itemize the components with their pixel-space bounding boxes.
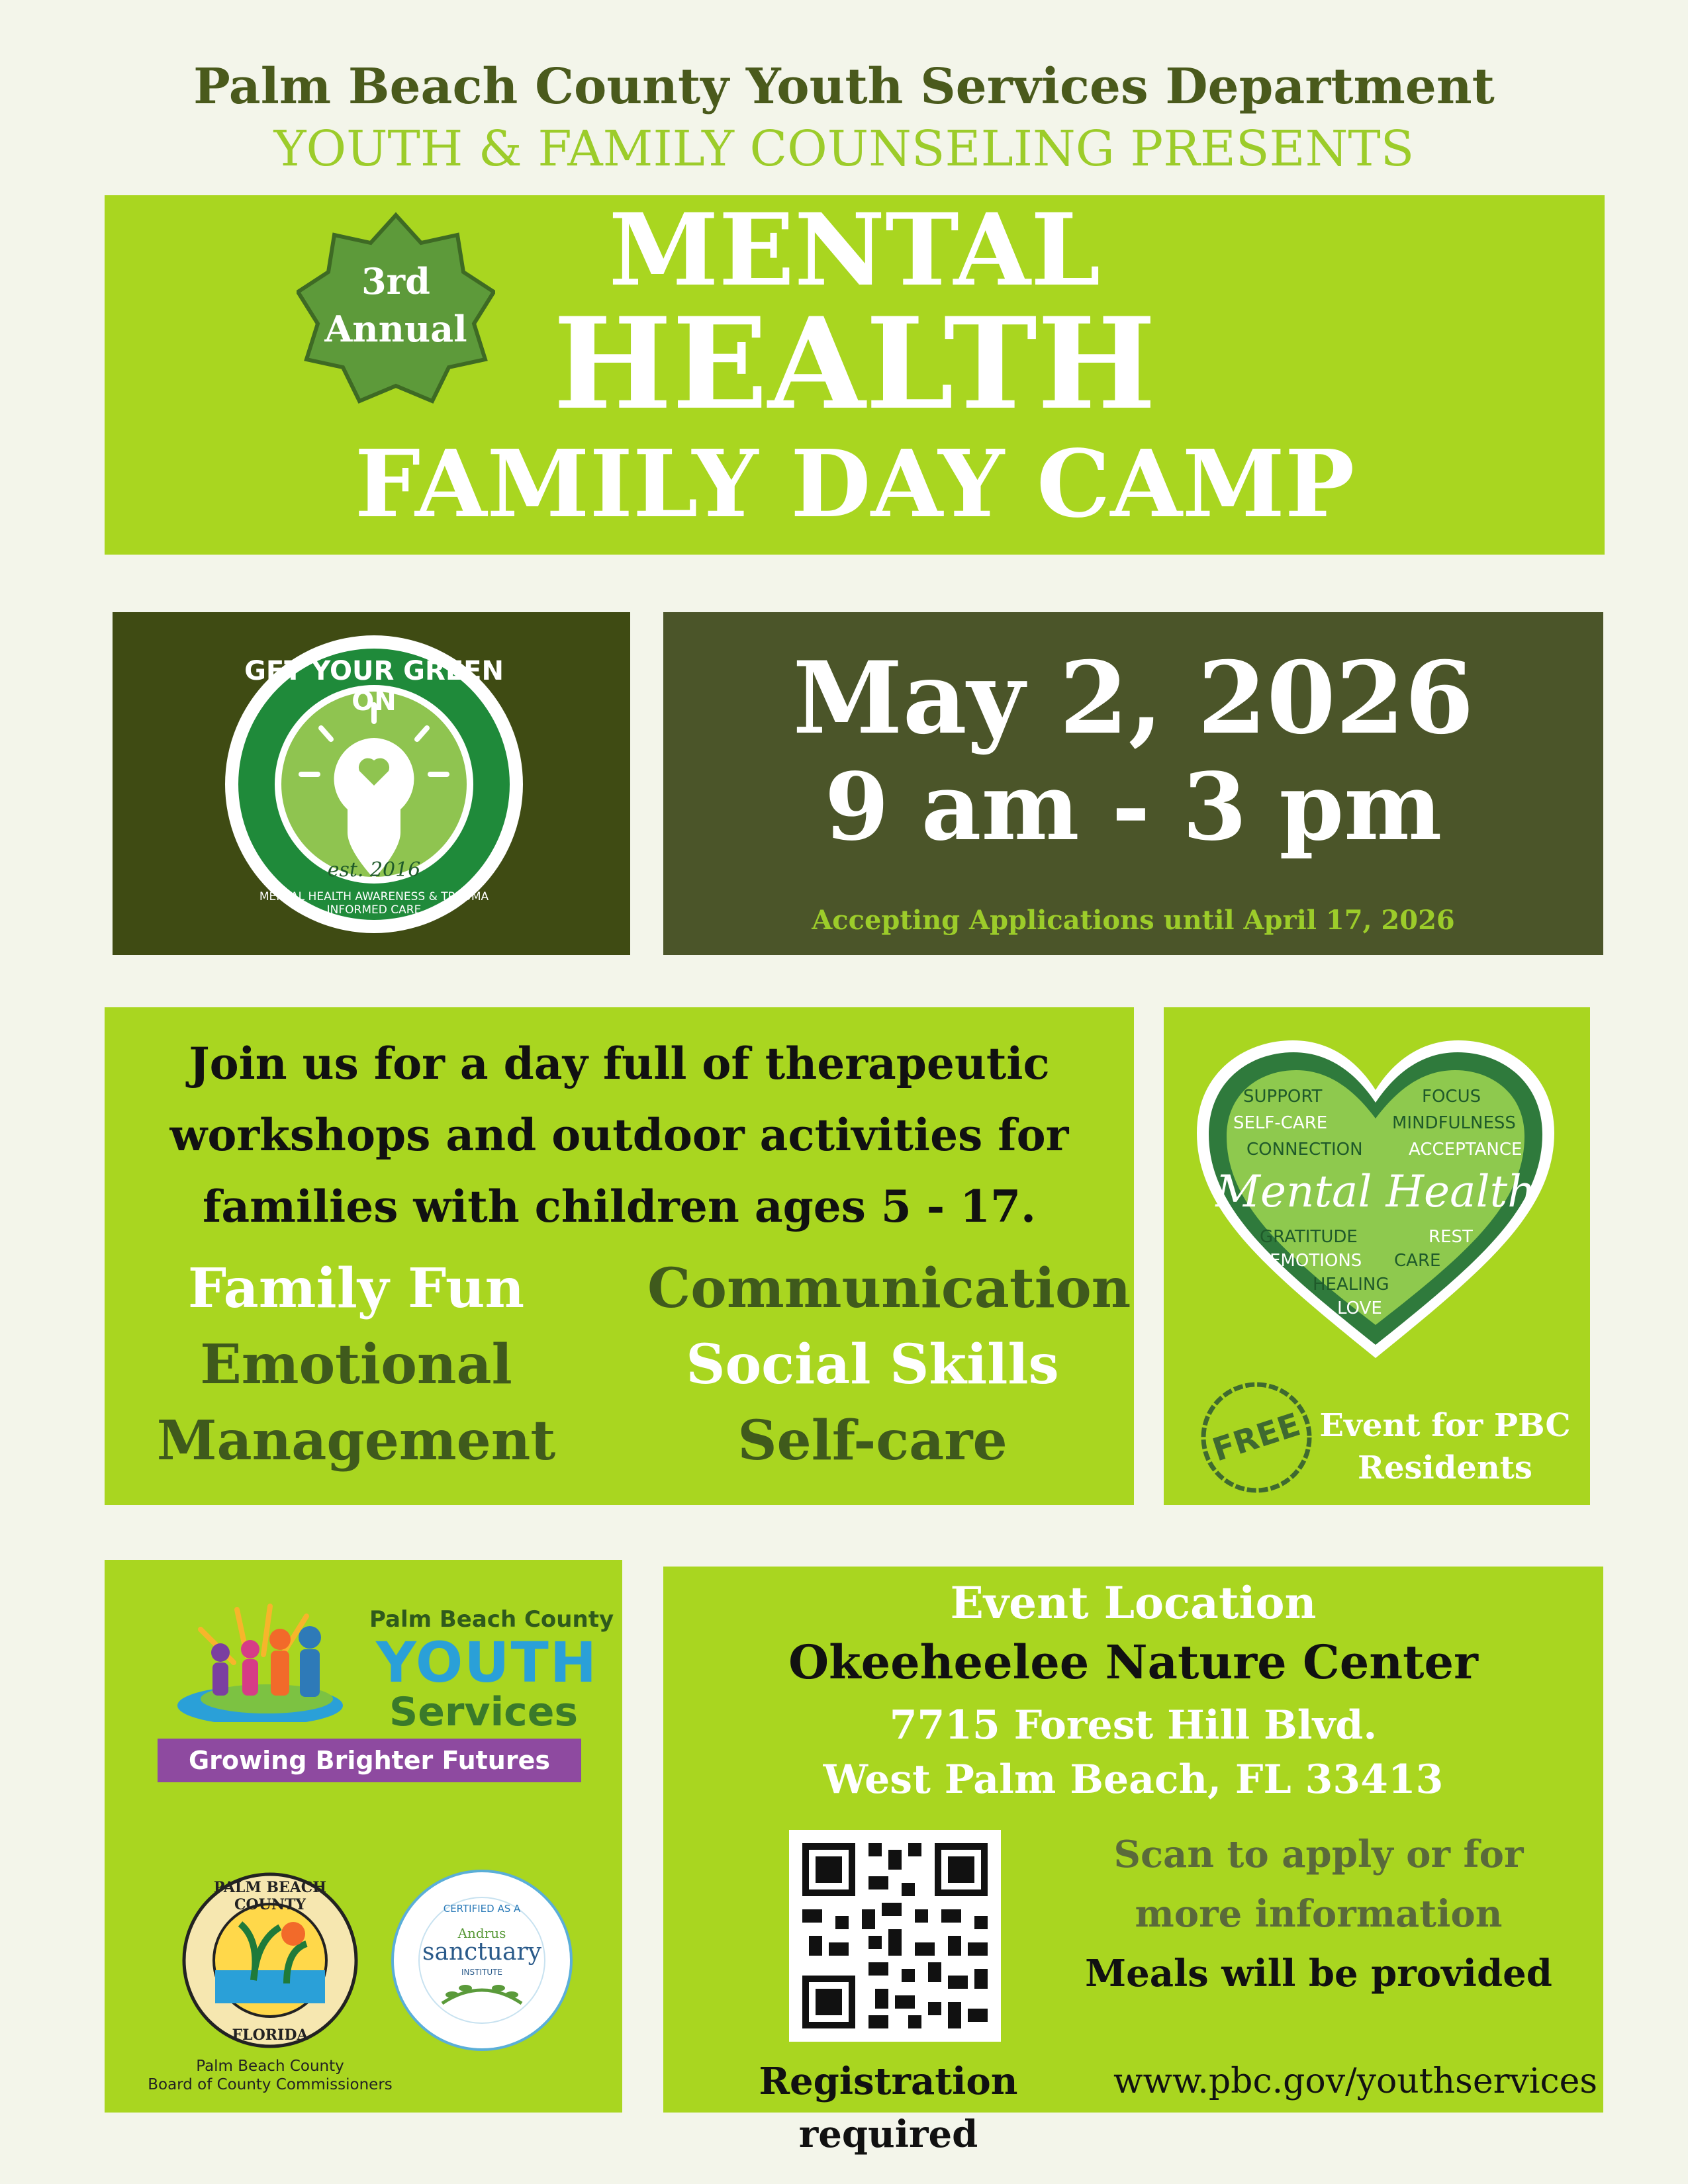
website-link[interactable]: www.pbc.gov/youthservices [1113,2062,1598,2101]
seal-ring-bottom: FLORIDA [232,2026,308,2044]
heart-word-love: LOVE [1337,1298,1382,1318]
topic-communication: Communication [647,1257,1131,1320]
heart-word-connection: CONNECTION [1246,1140,1363,1160]
sanctuary-brand-small: Andrus [457,1925,506,1941]
location-venue: Okeeheelee Nature Center [788,1635,1478,1690]
heart-word-emotions: EMOTIONS [1270,1251,1362,1271]
description-line3: families with children ages 5 - 17. [203,1181,1036,1232]
department-title: Palm Beach County Youth Services Department [193,58,1495,115]
seal-ring-top: PALM BEACH COUNTY [213,1879,327,1913]
free-line1: Event for PBC [1319,1407,1571,1444]
free-stamp [1197,1378,1316,1497]
title-banner [105,192,1605,555]
location-panel [663,1567,1603,2156]
description-line2: workshops and outdoor activities for [169,1109,1069,1161]
sanctuary-brand-sub: INSTITUTE [461,1968,503,1977]
title-line1: MENTAL [608,192,1101,308]
green-logo-est: est. 2016 [327,858,421,882]
event-date: May 2, 2026 [792,640,1474,756]
topic-social-skills: Social Skills [686,1333,1059,1396]
qr-code-icon [789,1830,1001,2042]
qr-code[interactable] [789,1830,1001,2042]
free-line2: Residents [1358,1449,1532,1486]
topic-family-fun: Family Fun [187,1257,525,1320]
heart-word-mindfulness: MINDFULNESS [1392,1113,1516,1133]
youth-services-family-icon [174,1590,346,1722]
youth-logo-youth: YOUTH [376,1630,598,1695]
scan-line2: more information [1135,1892,1503,1936]
event-time: 9 am - 3 pm [824,753,1442,862]
date-panel [663,612,1603,955]
title-line3: FAMILY DAY CAMP [354,430,1355,539]
description-panel [105,1007,1134,1505]
location-address2: West Palm Beach, FL 33413 [823,1756,1444,1803]
heart-word-support: SUPPORT [1243,1087,1323,1107]
sanctuary-certified: CERTIFIED AS A [443,1903,521,1915]
topic-self-care: Self-care [737,1409,1008,1473]
logos-panel [105,1560,622,2113]
heart-word-acceptance: ACCEPTANCE [1409,1140,1523,1160]
badge-line1: 3rd [361,260,430,302]
free-stamp-text: FREE [1207,1406,1305,1469]
topic-emotional: Emotional [200,1333,512,1396]
seal-caption1: Palm Beach County [196,2058,344,2075]
youth-logo-services: Services [389,1689,579,1735]
heart-word-rest: REST [1429,1227,1473,1247]
youth-logo-tagline: Growing Brighter Futures [158,1739,581,1782]
heart-center-text: Mental Health [1215,1166,1536,1217]
green-logo-top-text: GET YOUR GREEN ON [244,656,504,717]
green-logo-panel [113,612,630,955]
meals-provided: Meals will be provided [1085,1952,1552,1995]
sanctuary-brand: sanctuary [422,1938,541,1966]
title-line2: HEALTH [553,290,1156,437]
green-logo-ring-text: MENTAL HEALTH AWARENESS & TRAUMA INFORMED CARE [259,890,489,917]
heart-word-focus: FOCUS [1422,1087,1481,1107]
seal-caption2: Board of County Commissioners [148,2076,393,2093]
heart-word-healing: HEALING [1313,1275,1389,1295]
heart-word-care: CARE [1394,1251,1441,1271]
topic-management: Management [156,1409,556,1473]
badge-line2: Annual [324,308,467,350]
location-address1: 7715 Forest Hill Blvd. [889,1702,1378,1749]
presents-subtitle: YOUTH & FAMILY COUNSELING PRESENTS [273,120,1415,177]
heart-panel [1164,1007,1590,1505]
heart-word-gratitude: GRATITUDE [1260,1227,1358,1247]
location-heading: Event Location [950,1577,1317,1629]
heart-word-self-care: SELF-CARE [1233,1113,1328,1133]
application-deadline: Accepting Applications until April 17, 2026 [812,905,1455,936]
description-line1: Join us for a day full of therapeutic [189,1038,1050,1089]
youth-logo-county: Palm Beach County [369,1606,614,1633]
registration-required: Registration required [759,2060,1018,2156]
scan-line1: Scan to apply or for [1113,1833,1524,1876]
